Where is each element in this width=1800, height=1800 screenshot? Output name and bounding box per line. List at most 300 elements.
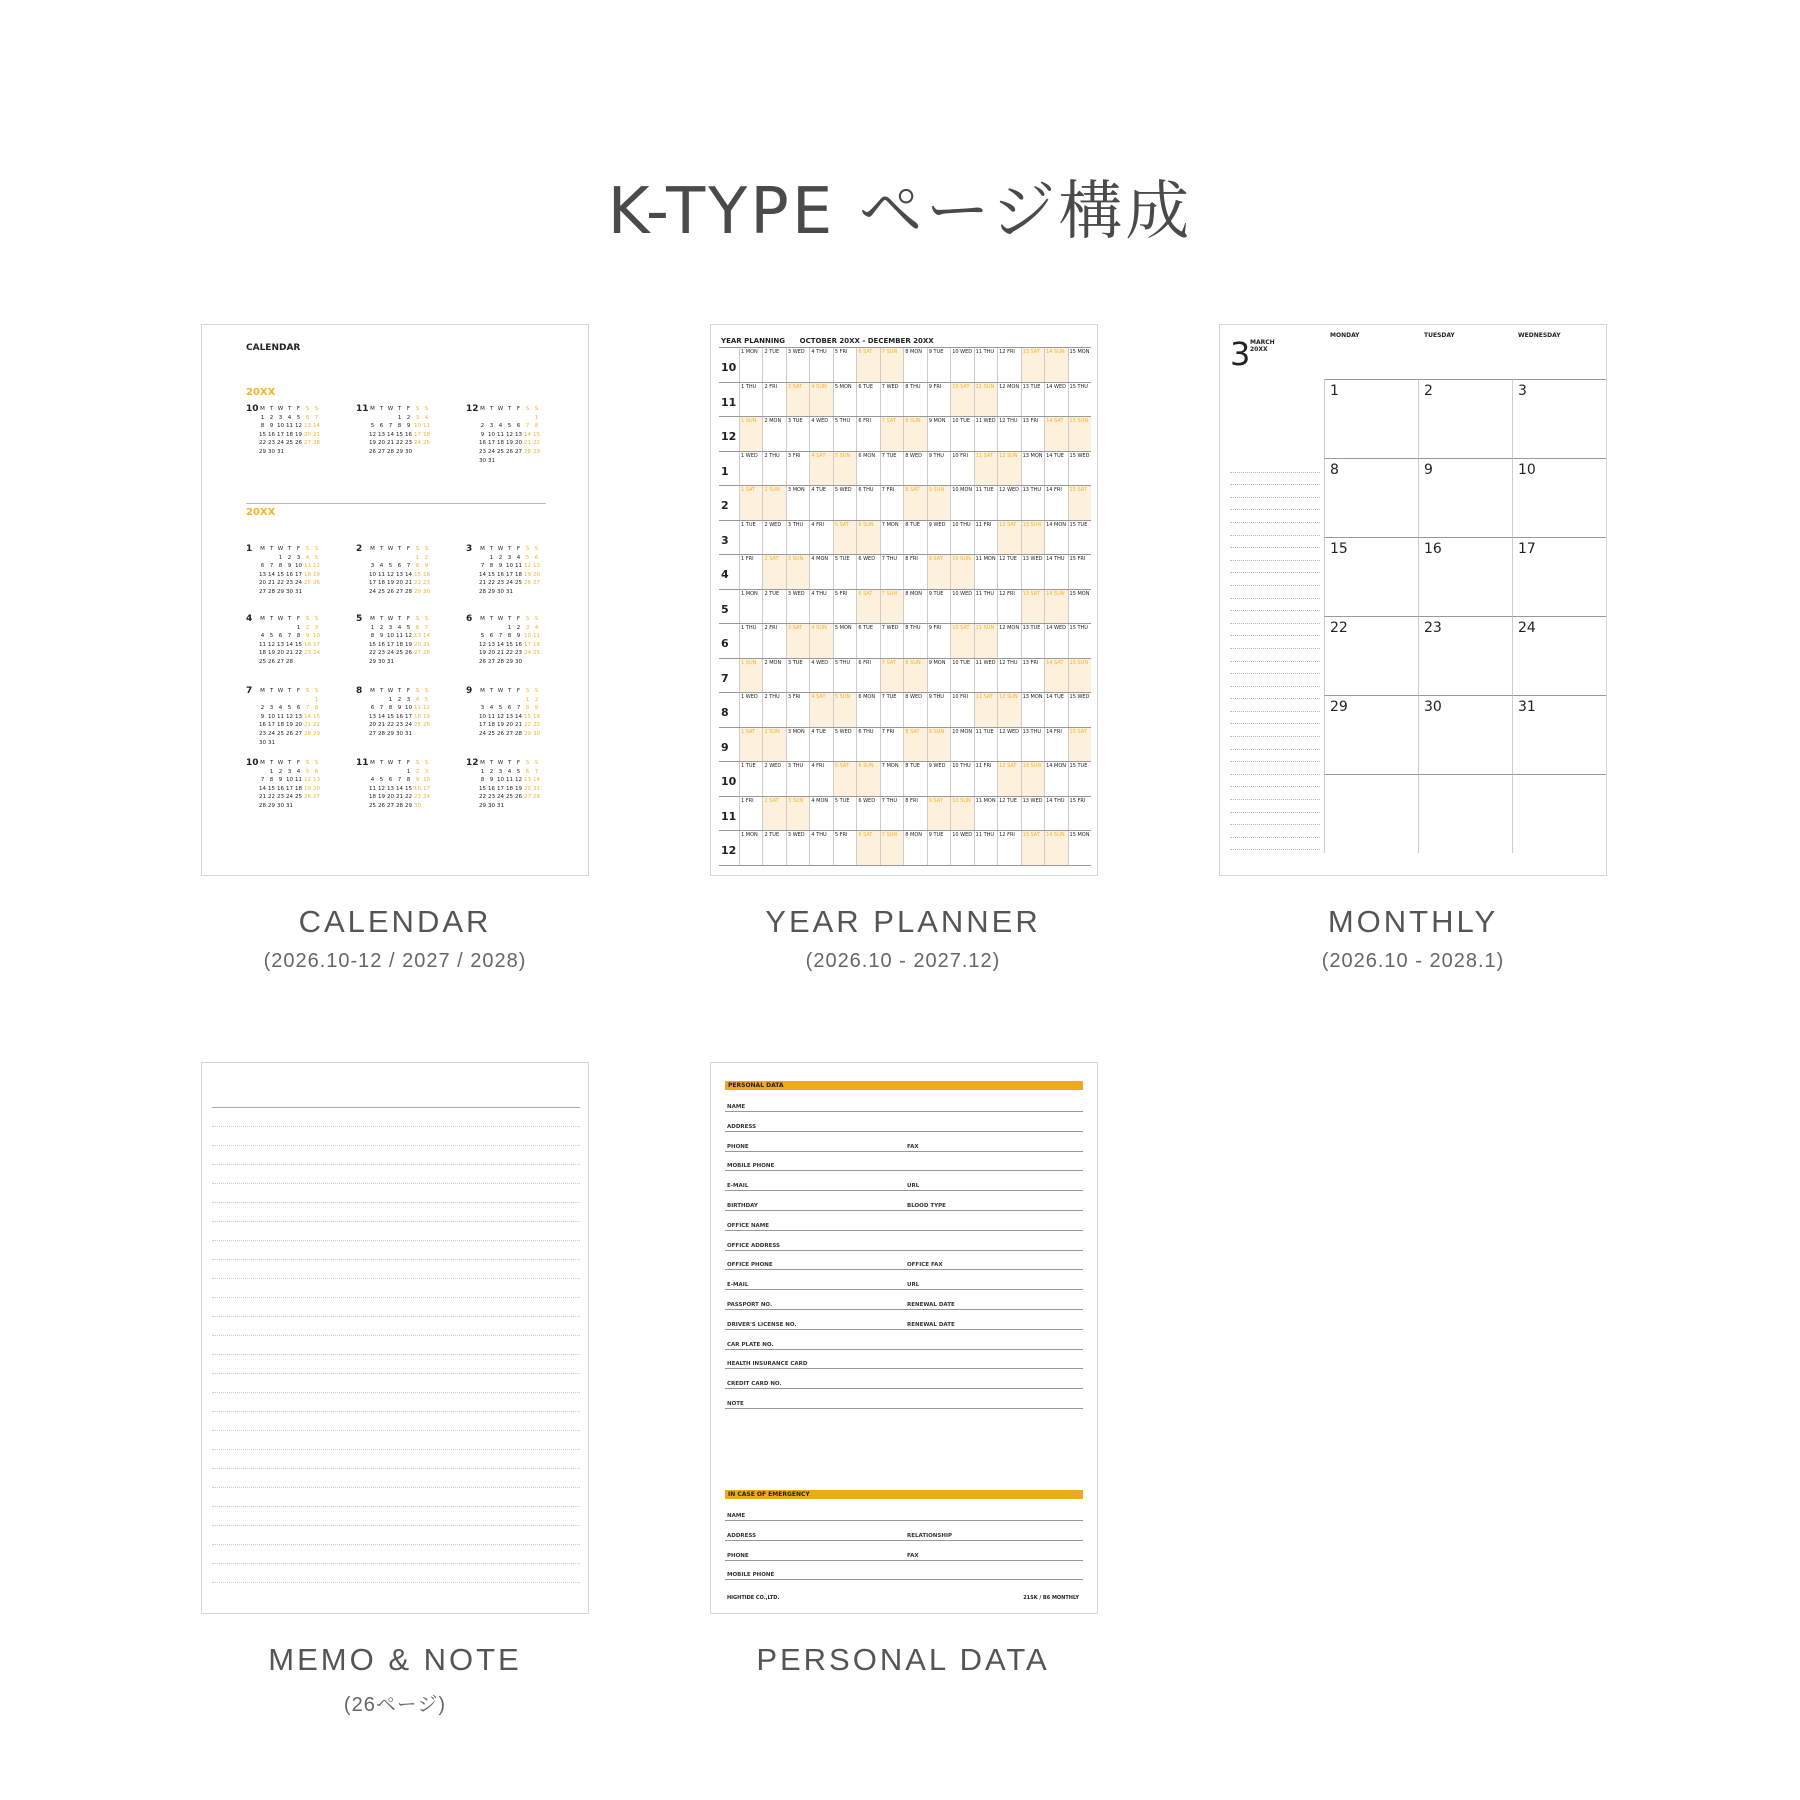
year-planner-day: 7 FRI [880,486,903,521]
monthly-day-cell: 15 [1324,537,1418,616]
memo-line [212,1487,580,1488]
year-planner-day: 3 SAT [786,383,809,418]
year-planner-day: 11 MON [974,797,997,832]
calendar-year-label: 20XX [246,507,276,518]
daily-list-row [1230,636,1320,649]
year-planner-month: 12 [721,844,737,857]
year-planner-day: 5 SAT [833,521,856,556]
memo-line [212,1145,580,1146]
year-planner-day: 7 FRI [880,728,903,763]
year-planner-day: 8 MON [903,590,926,625]
daily-list-row [1230,712,1320,725]
year-planner-day: 9 THU [927,452,950,487]
year-planner-grid [719,347,1091,872]
year-planner-day: 15 THU [1068,624,1091,659]
monthly-day-cell: 8 [1324,458,1418,537]
year-planner-day: 7 MON [880,762,903,797]
personal-data-field: CREDIT CARD NO. [725,1370,1083,1389]
year-planner-day: 4 THU [809,348,832,383]
year-planner-month: 3 [721,533,729,547]
daily-list-row [1230,573,1320,586]
year-planner-day: 7 SUN [880,590,903,625]
year-planner-day: 11 WED [974,659,997,694]
wednesday-header: WEDNESDAY [1518,332,1561,339]
year-planner-day: 8 WED [903,693,926,728]
year-planner-day: 10 TUE [950,659,973,694]
year-planner-day: 6 WED [856,555,879,590]
memo-line [212,1221,580,1222]
year-planner-day: 9 TUE [927,590,950,625]
year-planner-day: 10 WED [950,348,973,383]
year-planner-day: 3 FRI [786,452,809,487]
year-planner-day: 7 SUN [880,348,903,383]
year-planner-day: 1 FRI [739,555,762,590]
daily-list-row [1230,825,1320,838]
year-planner-day: 14 SUN [1044,348,1067,383]
year-planner-day: 14 SUN [1044,590,1067,625]
calendar-divider [246,503,546,504]
year-planner-row [719,485,1091,521]
personal-data-field: E-MAIL URL [725,1271,1083,1290]
year-planner-thumbnail [710,324,1098,876]
year-planner-day: 13 MON [1021,452,1044,487]
year-planner-day: 5 WED [833,486,856,521]
memo-line [212,1544,580,1545]
year-planner-day: 12 THU [997,417,1020,452]
daily-list-row [1230,523,1320,536]
daily-list-row [1230,699,1320,712]
year-planner-day: 12 FRI [997,831,1020,866]
year-planner-day: 2 SUN [762,728,785,763]
year-planner-day: 12 TUE [997,797,1020,832]
year-planner-day: 11 MON [974,555,997,590]
year-planner-day: 7 TUE [880,452,903,487]
daily-list-row [1230,599,1320,612]
year-planner-day: 3 WED [786,831,809,866]
year-planner-day: 11 FRI [974,521,997,556]
year-planner-day: 11 SUN [974,383,997,418]
memo-thumbnail [201,1062,589,1614]
personal-data-field: PASSPORT NO. RENEWAL DATE [725,1291,1083,1310]
year-planner-day: 9 SAT [927,555,950,590]
memo-line [212,1468,580,1469]
year-planner-day: 5 FRI [833,831,856,866]
page-title: K-TYPE ページ構成 [607,175,1193,249]
year-planner-day: 1 SUN [739,417,762,452]
year-planner-day: 5 WED [833,728,856,763]
year-planner-row [719,796,1091,832]
personal-data-thumbnail [710,1062,1098,1614]
year-planner-day: 6 FRI [856,659,879,694]
memo-line [212,1164,580,1165]
year-planner-day: 2 MON [762,417,785,452]
year-planner-day: 4 FRI [809,521,832,556]
memo-line [212,1582,580,1583]
year-planner-day: 14 FRI [1044,728,1067,763]
mini-month-number: 7 [246,686,253,696]
year-planner-row [719,727,1091,763]
year-planner-day: 5 FRI [833,590,856,625]
month-name: MARCH 20XX [1250,339,1275,353]
year-planner-day: 9 FRI [927,624,950,659]
monthly-day-cell: 29 [1324,695,1418,774]
year-planner-day: 11 WED [974,417,997,452]
year-planner-day: 7 THU [880,555,903,590]
mini-month-number: 2 [356,544,363,554]
month-number: 3 [1230,335,1251,373]
monthly-day-cell: 30 [1418,695,1512,774]
year-planner-day: 2 THU [762,452,785,487]
memo-title: MEMO & NOTE [268,1642,522,1677]
monthly-title: MONTHLY [1327,904,1499,939]
year-planner-day: 11 TUE [974,728,997,763]
year-planner-day: 7 TUE [880,693,903,728]
year-planner-day: 15 SAT [1068,728,1091,763]
year-planner-day: 12 SUN [997,452,1020,487]
year-planner-day: 3 THU [786,521,809,556]
year-planner-day: 2 FRI [762,624,785,659]
monthly-day-cell: 24 [1512,616,1606,695]
year-planner-day: 1 WED [739,452,762,487]
year-planner-day: 6 FRI [856,417,879,452]
memo-line [212,1297,580,1298]
year-planner-day: 1 TUE [739,762,762,797]
year-planner-caption [673,904,1133,973]
mini-month-number: 11 [356,758,369,768]
year-planner-month: 10 [721,775,737,788]
year-planner-day: 14 THU [1044,555,1067,590]
year-planner-day: 9 THU [927,693,950,728]
year-planner-day: 10 SUN [950,555,973,590]
year-planner-day: 8 TUE [903,521,926,556]
year-planner-day: 3 SAT [786,624,809,659]
monthly-day-cell: 16 [1418,537,1512,616]
daily-list-row [1230,787,1320,800]
year-planner-heading: YEAR PLANNING OCTOBER 20XX - DECEMBER 20XX [721,337,934,345]
year-planner-day: 6 SUN [856,521,879,556]
year-planner-row [719,520,1091,556]
year-planner-day: 8 SAT [903,728,926,763]
year-planner-day: 10 FRI [950,693,973,728]
emergency-band: IN CASE OF EMERGENCY [725,1490,1083,1499]
year-planner-day: 1 MON [739,590,762,625]
year-planner-day: 8 FRI [903,797,926,832]
personal-data-field: ADDRESS [725,1113,1083,1132]
year-planner-day: 13 SAT [1021,348,1044,383]
year-planner-day: 2 SAT [762,555,785,590]
year-planner-day: 11 THU [974,590,997,625]
year-planner-day: 8 THU [903,383,926,418]
daily-list-row [1230,460,1320,473]
year-planner-day: 4 MON [809,555,832,590]
year-planner-day: 6 THU [856,486,879,521]
year-planner-bottom-rule [719,865,1091,866]
year-planner-day: 3 MON [786,728,809,763]
year-planner-day: 6 THU [856,728,879,763]
daily-list-row [1230,674,1320,687]
year-planner-day: 13 SUN [1021,762,1044,797]
year-planner-day: 13 TUE [1021,624,1044,659]
year-planner-day: 1 WED [739,693,762,728]
memo-line [212,1373,580,1374]
memo-line [212,1449,580,1450]
year-planner-day: 14 FRI [1044,486,1067,521]
monthly-day-cell [1324,774,1418,853]
daily-list-row [1230,649,1320,662]
personal-data-field: BIRTHDAY BLOOD TYPE [725,1192,1083,1211]
calendar-thumbnail: CALENDAR 20XX 20XX 10 M T W T F S S 1 2 3 4 5 6 7 8 9 10 11 12 13 14 15 16 17 18 19 20 21 22 23 24 25 26 27 28 29 30 31 11 M T W T F S S 1 2 3 4 5 6 7 8 9 10 11 12 13 14 15 16 17 18 19 20 21 22 23 24 25 26 27 28 29 30 12 M T W T F S S 1 2 3 4 5 6 7 8 9 10 11 12 13 14 15 16 17 18 19 20 21 22 23 24 25 26 27 28 29 30 31 1 M T W T F S S 1 2 3 4 5 6 7 8 9 10 11 12 13 14 15 16 17 18 19 20 21 22 23 24 25 26 27 28 29 30 31 2 M T W T F S S 1 2 3 4 5 6 7 8 9 10 11 12 13 14 15 16 17 18 19 20 21 22 23 24 25 26 27 28 29 30 3 M T W T F S S 1 2 3 4 5 6 7 8 9 10 11 12 13 14 15 16 17 18 19 20 21 22 23 24 25 26 27 28 29 30 31 4 M T W T F S S 1 2 3 4 5 6 7 8 9 10 11 12 13 14 15 16 17 18 19 20 21 22 23 24 25 26 27 28 5 M T W T F S S 1 2 3 4 5 6 7 8 9 10 11 12 13 14 15 16 17 18 19 20 21 22 23 24 25 26 27 28 29 30 31 6 M T W T F S S 1 2 3 4 5 6 7 8 9 10 11 12 13 14 15 16 17 18 19 20 21 22 23 24 25 26 27 28 29 30 7 M T W T F S S 1 2 3 4 5 6 7 8 9 10 11 12 13 14 15 16 17 18 19 20 21 22 23 24 25 26 27 28 29 30 31 8 M T W T F S S 1 2 3 4 5 6 7 8 9 10 11 12 13 14 15 16 17 18 19 20 21 22 23 24 25 26 27 28 29 30 31 9 M T W T F S S 1 2 3 4 5 6 7 8 9 10 11 12 13 14 15 16 17 18 19 20 21 22 23 24 25 26 27 28 29 30 10 M T W T F S S 1 2 3 4 5 6 7 8 9 10 11 12 13 14 15 16 17 18 19 20 21 22 23 24 25 26 27 28 29 30 31 11 M T W T F S S 1 2 3 4 5 6 7 8 9 10 11 12 13 14 15 16 17 18 19 20 21 22 23 24 25 26 27 28 29 30 12 M T W T F S S 1 2 3 4 5 6 7 8 9 10 11 12 13 14 15 16 17 18 19 20 21 22 23 24 25 26 27 28 29 30 31 [201,324,589,876]
year-planner-day: 11 THU [974,348,997,383]
mini-month-number: 10 [246,758,259,768]
year-planner-day: 15 MON [1068,590,1091,625]
mini-month-number: 11 [356,404,369,414]
year-planner-day: 2 SAT [762,797,785,832]
year-planner-day: 5 FRI [833,348,856,383]
year-planner-day: 2 WED [762,762,785,797]
daily-list [1230,460,1320,850]
year-planner-month: 4 [721,568,729,581]
memo-line [212,1183,580,1184]
year-planner-day: 10 SUN [950,797,973,832]
year-planner-day: 8 SAT [903,486,926,521]
year-planner-row [719,761,1091,797]
daily-list-row [1230,586,1320,599]
year-planner-day: 1 SAT [739,486,762,521]
daily-list-row [1230,750,1320,763]
year-planner-day: 6 WED [856,797,879,832]
year-planner-day: 8 FRI [903,555,926,590]
personal-data-band: PERSONAL DATA [725,1081,1083,1090]
year-planner-day: 11 FRI [974,762,997,797]
year-planner-day: 1 MON [739,831,762,866]
year-planner-day: 15 WED [1068,693,1091,728]
year-planner-day: 4 SUN [809,624,832,659]
year-planner-day: 10 WED [950,590,973,625]
memo-line [212,1202,580,1203]
monthly-day-cell: 2 [1418,379,1512,458]
year-planner-day: 9 SAT [927,797,950,832]
personal-data-field: CAR PLATE NO. [725,1331,1083,1350]
year-planner-day: 13 SAT [1021,590,1044,625]
year-planner-day: 12 FRI [997,348,1020,383]
monthly-day-cell [1418,774,1512,853]
calendar-caption [165,904,625,973]
personal-data-field: HEALTH INSURANCE CARD [725,1350,1083,1369]
daily-list-row [1230,662,1320,675]
year-planner-day: 7 WED [880,624,903,659]
memo-line [212,1259,580,1260]
year-planner-day: 15 WED [1068,452,1091,487]
year-planner-row [719,554,1091,590]
year-planner-day: 9 SUN [927,486,950,521]
year-planner-day: 1 THU [739,383,762,418]
year-planner-day: 15 THU [1068,383,1091,418]
year-planner-day: 11 TUE [974,486,997,521]
year-planner-day: 8 MON [903,831,926,866]
year-planner-day: 9 MON [927,417,950,452]
year-planner-day: 4 MON [809,797,832,832]
daily-list-row [1230,624,1320,637]
year-planner-day: 10 SAT [950,383,973,418]
year-planner-month: 6 [721,637,729,650]
daily-list-row [1230,762,1320,775]
year-planner-day: 3 WED [786,590,809,625]
year-planner-day: 11 SAT [974,452,997,487]
footer-company: HIGHTIDE CO.,LTD. [727,1595,780,1601]
year-planner-day: 7 SAT [880,659,903,694]
year-planner-day: 3 THU [786,762,809,797]
year-planner-day: 12 THU [997,659,1020,694]
year-planner-day: 15 MON [1068,348,1091,383]
memo-line [212,1107,580,1108]
year-planner-day: 14 SAT [1044,417,1067,452]
year-planner-day: 13 SUN [1021,521,1044,556]
year-planner-day: 13 WED [1021,555,1044,590]
year-planner-day: 15 SUN [1068,417,1091,452]
monthly-subtitle: (2026.10 - 2028.1) [1321,950,1505,972]
year-planner-day: 4 WED [809,659,832,694]
personal-data-caption [673,1642,1133,1678]
memo-line [212,1316,580,1317]
memo-line [212,1240,580,1241]
personal-data-field: PHONE FAX [725,1542,1083,1561]
year-planner-day: 1 THU [739,624,762,659]
tuesday-header: TUESDAY [1424,332,1455,339]
calendar-heading: CALENDAR [246,343,301,353]
memo-line [212,1430,580,1431]
year-planner-row [719,623,1091,659]
year-planner-day: 13 FRI [1021,659,1044,694]
year-planner-day: 10 FRI [950,452,973,487]
year-planner-day: 5 SUN [833,693,856,728]
monthly-day-cell [1512,774,1606,853]
personal-data-title: PERSONAL DATA [756,1642,1050,1677]
year-planner-day: 14 WED [1044,624,1067,659]
personal-data-field: PHONE FAX [725,1133,1083,1152]
personal-data-field: OFFICE PHONE OFFICE FAX [725,1251,1083,1270]
year-planner-month: 11 [721,395,737,409]
year-planner-day: 6 SAT [856,590,879,625]
year-planner-day: 14 MON [1044,762,1067,797]
daily-list-row [1230,838,1320,851]
year-planner-day: 14 SAT [1044,659,1067,694]
daily-list-row [1230,813,1320,826]
daily-list-row [1230,473,1320,486]
year-planner-day: 5 THU [833,417,856,452]
personal-data-field: NAME [725,1502,1083,1521]
year-planner-day: 8 MON [903,348,926,383]
personal-data-field: MOBILE PHONE [725,1152,1083,1171]
year-planner-day: 3 TUE [786,659,809,694]
year-planner-day: 8 THU [903,624,926,659]
monthly-day-cell: 22 [1324,616,1418,695]
year-planner-day: 9 WED [927,521,950,556]
monthly-day-cell: 31 [1512,695,1606,774]
year-planner-day: 8 TUE [903,762,926,797]
year-planner-day: 4 TUE [809,728,832,763]
mini-month-number: 1 [246,544,253,554]
year-planner-day: 14 MON [1044,521,1067,556]
year-planner-day: 15 SUN [1068,659,1091,694]
year-planner-day: 5 MON [833,624,856,659]
year-planner-day: 5 THU [833,659,856,694]
mini-month-number: 6 [466,614,473,624]
daily-list-row [1230,800,1320,813]
daily-list-row [1230,548,1320,561]
year-planner-day: 13 THU [1021,486,1044,521]
year-planner-day: 10 THU [950,521,973,556]
memo-line [212,1411,580,1412]
year-planner-day: 7 SAT [880,417,903,452]
year-planner-day: 14 TUE [1044,693,1067,728]
year-planner-day: 13 MON [1021,693,1044,728]
memo-line [212,1563,580,1564]
monthly-day-cell: 10 [1512,458,1606,537]
year-planner-day: 12 WED [997,728,1020,763]
daily-list-row [1230,737,1320,750]
memo-line [212,1525,580,1526]
daily-list-row [1230,724,1320,737]
year-planner-day: 2 TUE [762,831,785,866]
year-planner-day: 12 SAT [997,762,1020,797]
year-planner-day: 5 MON [833,383,856,418]
year-planner-day: 13 WED [1021,797,1044,832]
year-planner-day: 6 SAT [856,348,879,383]
year-planner-day: 1 MON [739,348,762,383]
year-planner-day: 3 SUN [786,797,809,832]
year-planner-day: 8 SUN [903,417,926,452]
year-planner-row [719,589,1091,625]
monthly-day-cell: 17 [1512,537,1606,616]
year-planner-day: 12 SAT [997,521,1020,556]
year-planner-day: 11 SAT [974,693,997,728]
daily-list-row [1230,536,1320,549]
year-planner-subtitle: (2026.10 - 2027.12) [805,950,1001,972]
year-planner-day: 7 WED [880,383,903,418]
year-planner-row [719,830,1091,866]
year-planner-day: 7 SUN [880,831,903,866]
year-planner-day: 15 MON [1068,831,1091,866]
monday-header: MONDAY [1330,332,1360,339]
year-planner-day: 9 FRI [927,383,950,418]
year-planner-day: 13 SAT [1021,831,1044,866]
year-planner-day: 9 TUE [927,831,950,866]
monthly-thumbnail [1219,324,1607,876]
monthly-day-cell: 3 [1512,379,1606,458]
mini-month-number: 5 [356,614,363,624]
monthly-day-cell: 9 [1418,458,1512,537]
year-planner-day: 5 SAT [833,762,856,797]
year-planner-day: 5 SUN [833,452,856,487]
year-planner-day: 15 SAT [1068,486,1091,521]
monthly-day-cell: 1 [1324,379,1418,458]
year-planner-row [719,416,1091,452]
year-planner-day: 12 TUE [997,555,1020,590]
mini-month-number: 3 [466,544,473,554]
personal-data-field: NAME [725,1093,1083,1112]
year-planner-day: 10 TUE [950,417,973,452]
year-planner-day: 6 TUE [856,624,879,659]
year-planner-row [719,658,1091,694]
daily-list-row [1230,687,1320,700]
mini-month-number: 4 [246,614,253,624]
year-planner-month: 2 [721,499,729,512]
year-planner-day: 5 TUE [833,555,856,590]
year-planner-month: 11 [721,809,737,823]
personal-data-field: OFFICE NAME [725,1212,1083,1231]
daily-list-row [1230,775,1320,788]
year-planner-day: 8 WED [903,452,926,487]
